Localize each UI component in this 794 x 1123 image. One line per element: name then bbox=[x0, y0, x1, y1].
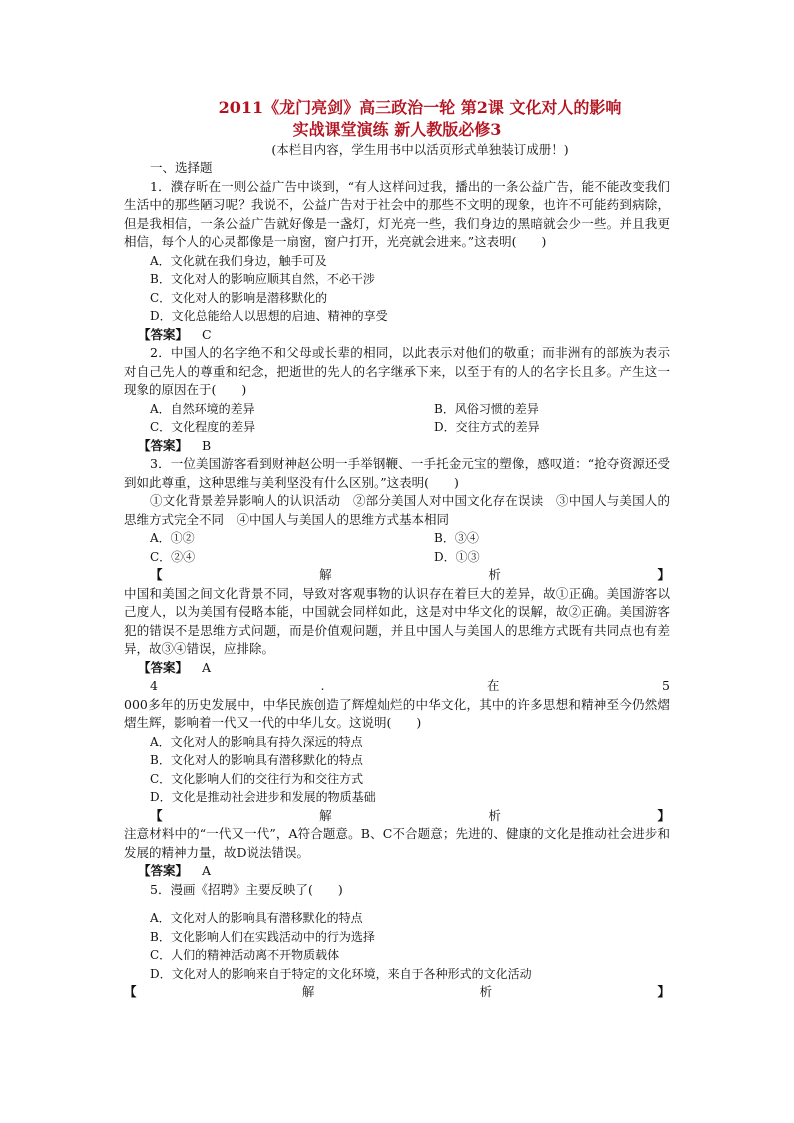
question-4-dot: . bbox=[320, 678, 325, 693]
answer-label: 【答案】 bbox=[138, 863, 189, 878]
question-3-option-d: D．①③ bbox=[434, 549, 480, 564]
question-2-options-row-1 bbox=[124, 400, 670, 419]
question-5-option-a: A．文化对人的影响具有潜移默化的特点 bbox=[150, 911, 363, 925]
question-3-answer bbox=[124, 659, 670, 678]
analysis-bracket-right: 】 bbox=[657, 984, 670, 999]
question-5-option-d: D．文化对人的影响来自于特定的文化环境，来自于各种形式的文化活动 bbox=[150, 966, 532, 981]
question-4-option-d: D．文化是推动社会进步和发展的物质基础 bbox=[150, 790, 376, 804]
question-5-stem: 5．漫画《招聘》主要反映了( ) bbox=[150, 881, 343, 897]
analysis-char-jie: 解 bbox=[319, 807, 332, 823]
question-2-option-b: B．风俗习惯的差异 bbox=[434, 401, 539, 416]
question-1-option-b: B．文化对人的影响应顺其自然，不必干涉 bbox=[150, 272, 375, 286]
question-3-analysis: 中国和美国之间文化背景不同，导致对客观事物的认识存在着巨大的差异，故①正确。美国游客以己度人，以为美国有侵略本能，中国就会同样如此，这是对中华文化的误解，故②正确。美国游客犯的错误不是思维方式问题，而是价值观问题，并且中国人与美国人的思维方式既有共同点也有差异，故③④错误，应排除。 bbox=[124, 585, 670, 656]
question-1-stem: 1．濮存昕在一则公益广告中谈到，“有人这样问过我，播出的一条公益广告，能不能改变我们生活中的那些陋习呢？我说不，公益广告对于社会中的那些不文明的现象，也许不可能药到病除，但是我相信，一条公益广告就好像是一盏灯，灯光亮一些，我们身边的黑暗就会少一些。并且我更相信，每个人的心灵都像是一扇窗，窗户打开，光亮就会进来。”这表明( ) bbox=[124, 178, 670, 249]
question-4-stem: 000多年的历史发展中，中华民族创造了辉煌灿烂的中华文化，其中的许多思想和精神至今仍然熠熠生辉，影响着一代又一代的中华儿女。这说明( ) bbox=[124, 696, 670, 730]
question-1-option-a: A．文化就在我们身边，触手可及 bbox=[150, 253, 327, 268]
question-3-option-b: B．③④ bbox=[434, 531, 479, 545]
analysis-bracket-left: 【 bbox=[150, 807, 163, 823]
question-4-option-c: C．文化影响人们的交往行为和交往方式 bbox=[150, 771, 364, 786]
analysis-bracket-right: 】 bbox=[657, 567, 670, 582]
document-content bbox=[124, 97, 670, 1002]
question-3-options-row-1 bbox=[124, 529, 670, 548]
question-2-option-a: A．自然环境的差异 bbox=[150, 401, 255, 416]
question-4-option-a: A．文化对人的影响具有持久深远的特点 bbox=[150, 734, 363, 749]
question-2-option-c: C．文化程度的差异 bbox=[150, 420, 256, 434]
question-4-analysis-heading bbox=[124, 807, 670, 826]
analysis-char-jie: 解 bbox=[319, 567, 332, 582]
analysis-bracket-left: 【 bbox=[150, 567, 163, 582]
question-3-stem: 3．一位美国游客看到财神赵公明一手举钢鞭、一手托金元宝的塑像，感叹道：“抢夺资源还受到如此尊重，这种思维与美利坚没有什么区别。”这表明( ) bbox=[124, 456, 670, 490]
answer-label: 【答案】 bbox=[138, 437, 189, 453]
analysis-char-jie: 解 bbox=[301, 984, 315, 999]
answer-value: C bbox=[202, 326, 212, 342]
question-3-analysis-heading bbox=[124, 566, 670, 585]
question-3-options-row-2 bbox=[124, 548, 670, 567]
question-2-options-row-2 bbox=[124, 418, 670, 437]
question-4-number: 4 bbox=[150, 678, 158, 693]
analysis-bracket-right: 】 bbox=[657, 807, 670, 823]
question-1-answer bbox=[124, 326, 670, 345]
question-4-word-zai: 在 bbox=[487, 678, 500, 693]
answer-label: 【答案】 bbox=[138, 659, 189, 675]
question-5-option-c: C．人们的精神活动离不开物质载体 bbox=[150, 948, 340, 962]
title-line-1: 2011《龙门亮剑》高三政治一轮 第2课 文化对人的影响 bbox=[218, 98, 622, 117]
question-1-option-c: C．文化对人的影响是潜移默化的 bbox=[150, 290, 328, 305]
analysis-char-xi: 析 bbox=[488, 807, 501, 823]
answer-value: A bbox=[202, 659, 212, 675]
question-4-analysis: 注意材料中的“一代又一代”，A符合题意。B、C不合题意；先进的、健康的文化是推动社会进步和发展的精神力量，故D说法错误。 bbox=[124, 826, 670, 860]
title-line-2: 实战课堂演练 新人教版必修3 bbox=[292, 120, 502, 139]
question-4-option-b: B．文化对人的影响具有潜移默化的特点 bbox=[150, 753, 363, 767]
question-2-option-d: D．交往方式的差异 bbox=[434, 420, 540, 434]
question-2-answer bbox=[124, 437, 670, 456]
question-3-statements: ①文化背景差异影响人的认识活动 ②部分美国人对中国文化存在误读 ③中国人与美国人的思维方式完全不同 ④中国人与美国人的思维方式基本相同 bbox=[124, 493, 670, 527]
section-heading: 一、选择题 bbox=[150, 160, 213, 175]
question-4-digit-five: 5 bbox=[662, 678, 670, 693]
analysis-bracket-left: 【 bbox=[124, 984, 137, 999]
analysis-char-xi: 析 bbox=[488, 567, 501, 582]
answer-label: 【答案】 bbox=[138, 326, 189, 342]
question-3-option-a: A．①② bbox=[150, 531, 195, 545]
answer-value: A bbox=[202, 863, 212, 878]
binding-note: (本栏目内容，学生用书中以活页形式单独装订成册！) bbox=[271, 142, 569, 157]
question-2-stem: 2．中国人的名字绝不和父母或长辈的相同，以此表示对他们的敬重；而非洲有的部族为表示对自己先人的尊重和纪念，把逝世的先人的名字继承下来，以至于有的人的名字长且多。产生这一现象的原因在于( ) bbox=[124, 345, 670, 397]
analysis-char-xi: 析 bbox=[479, 984, 493, 999]
question-4-answer bbox=[124, 862, 670, 881]
question-5-analysis-heading bbox=[124, 983, 670, 1002]
question-5-option-b: B．文化影响人们在实践活动中的行为选择 bbox=[150, 929, 375, 944]
answer-value: B bbox=[202, 437, 212, 453]
question-4-lead bbox=[124, 677, 670, 696]
cartoon-placeholder-gap bbox=[124, 899, 670, 909]
question-3-option-c: C．②④ bbox=[150, 549, 196, 564]
question-1-option-d: D．文化总能给人以思想的启迪、精神的享受 bbox=[150, 309, 388, 323]
